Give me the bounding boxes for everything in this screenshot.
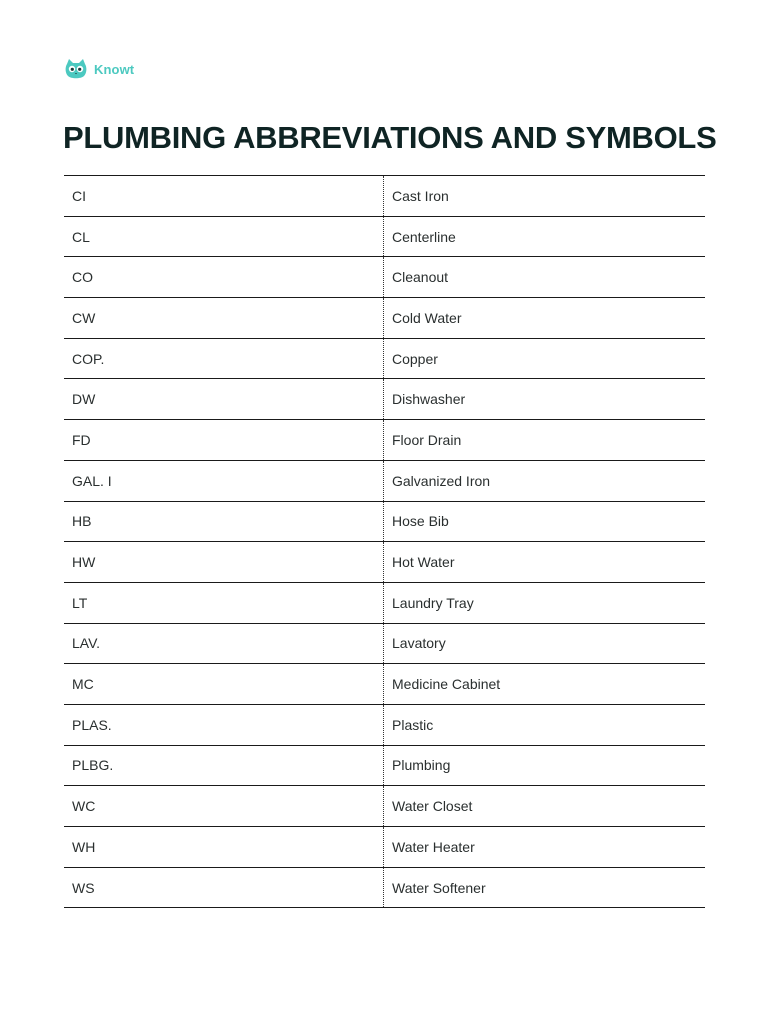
- abbreviation-cell: LAV.: [64, 624, 384, 664]
- meaning-cell: Copper: [392, 350, 438, 367]
- table-row: [64, 746, 705, 787]
- meaning-cell: Water Softener: [392, 879, 486, 896]
- meaning-cell: Laundry Tray: [392, 594, 474, 611]
- abbreviation-cell: PLAS.: [64, 705, 384, 745]
- meaning-cell: Plastic: [392, 716, 434, 733]
- abbreviation-cell: DW: [64, 379, 384, 419]
- abbreviation-cell: WC: [64, 786, 384, 826]
- abbreviations-table: [64, 175, 705, 908]
- abbreviation-cell: CL: [64, 217, 384, 257]
- abbreviation-cell: GAL. I: [64, 461, 384, 501]
- meaning-cell: Centerline: [392, 228, 456, 245]
- table-row: [64, 420, 705, 461]
- table-row: [64, 827, 705, 868]
- table-row: [64, 868, 705, 909]
- abbreviation-cell: HB: [64, 502, 384, 542]
- meaning-cell: Cold Water: [392, 309, 462, 326]
- table-row: [64, 461, 705, 502]
- table-row: [64, 542, 705, 583]
- abbreviation-cell: PLBG.: [64, 746, 384, 786]
- abbreviation-cell: LT: [64, 583, 384, 623]
- table-row: [64, 217, 705, 258]
- table-row: [64, 379, 705, 420]
- meaning-cell: Galvanized Iron: [392, 472, 491, 489]
- abbreviation-cell: WS: [64, 868, 384, 908]
- table-row: [64, 339, 705, 380]
- abbreviation-cell: HW: [64, 542, 384, 582]
- table-row: [64, 502, 705, 543]
- abbreviation-cell: CI: [64, 176, 384, 216]
- abbreviation-cell: CW: [64, 298, 384, 338]
- meaning-cell: Dishwasher: [392, 391, 466, 408]
- meaning-cell: Water Heater: [392, 838, 475, 855]
- meaning-cell: Hot Water: [392, 554, 455, 571]
- table-row: [64, 298, 705, 339]
- table-row: [64, 176, 705, 217]
- abbreviation-cell: CO: [64, 257, 384, 297]
- abbreviation-cell: COP.: [64, 339, 384, 379]
- meaning-cell: Cleanout: [392, 269, 449, 286]
- brand-name: Knowt: [94, 61, 135, 77]
- meaning-cell: Lavatory: [392, 635, 446, 652]
- brand-logo-link[interactable]: [64, 58, 134, 80]
- abbreviation-cell: FD: [64, 420, 384, 460]
- meaning-cell: Water Closet: [392, 798, 473, 815]
- table-row: [64, 583, 705, 624]
- page-title: PLUMBING ABBREVIATIONS AND SYMBOLS: [63, 120, 717, 155]
- meaning-cell: Medicine Cabinet: [392, 676, 501, 693]
- meaning-cell: Hose Bib: [392, 513, 449, 530]
- table-row: [64, 705, 705, 746]
- owl-icon: [64, 58, 88, 80]
- table-row: [64, 257, 705, 298]
- table-row: [64, 664, 705, 705]
- abbreviation-cell: WH: [64, 827, 384, 867]
- meaning-cell: Cast Iron: [392, 187, 449, 204]
- meaning-cell: Plumbing: [392, 757, 451, 774]
- abbreviation-cell: MC: [64, 664, 384, 704]
- table-row: [64, 786, 705, 827]
- meaning-cell: Floor Drain: [392, 431, 462, 448]
- table-row: [64, 624, 705, 665]
